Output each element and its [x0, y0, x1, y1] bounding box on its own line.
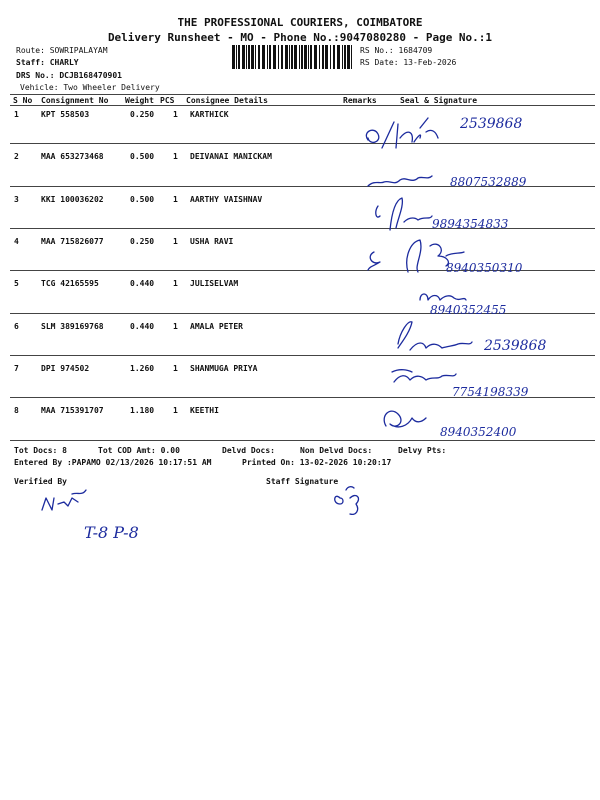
staff-signature-scribble [335, 487, 359, 515]
signature-row-4 [368, 240, 523, 275]
row-8-consignee: KEETHI [190, 406, 219, 415]
rs-number: RS No.: 1684709 [360, 46, 433, 55]
row-3-pcs: 1 [173, 195, 178, 204]
row-3-consignee: AARTHY VAISHNAV [190, 195, 263, 204]
row-6-handwritten-phone: 2539868 [484, 338, 547, 354]
total-docs: Tot Docs: 8 [14, 446, 67, 455]
row-5-pcs: 1 [173, 279, 178, 288]
row-2-sno: 2 [14, 152, 19, 161]
row-8-weight: 1.180 [130, 406, 155, 415]
row-7-pcs: 1 [173, 364, 178, 373]
row-2-consignee: DEIVANAI MANICKAM [190, 152, 272, 161]
row-6-pcs: 1 [173, 322, 178, 331]
row-1-consignment: KPT 558503 [41, 110, 90, 119]
row-7-weight: 1.260 [130, 364, 155, 373]
signature-row-2 [368, 175, 527, 189]
row-8-sno: 8 [14, 406, 19, 415]
row-3-consignment: KKI 100036202 [41, 195, 104, 204]
col-consignment: Consignment No [41, 96, 109, 105]
row-6-consignee: AMALA PETER [190, 322, 243, 331]
col-pcs: PCS [160, 96, 175, 105]
drs-label: DRS No.: DCJB168470901 [16, 71, 122, 80]
row-1-handwritten-phone: 2539868 [460, 116, 523, 132]
col-remarks: Remarks [343, 96, 377, 105]
row-4-consignee: USHA RAVI [190, 237, 234, 246]
entered-by: Entered By :PAPAMO 02/13/2026 10:17:51 AM [14, 458, 212, 467]
company-title: THE PROFESSIONAL COURIERS, COIMBATORE [177, 16, 423, 29]
verified-by-signature [42, 490, 139, 542]
staff-signature-label: Staff Signature [266, 477, 339, 486]
col-weight: Weight [125, 96, 154, 105]
row-4-sno: 4 [14, 237, 19, 246]
row-3-handwritten-phone: 9894354833 [432, 217, 509, 231]
row-3-weight: 0.500 [130, 195, 155, 204]
row-7-consignee: SHANMUGA PRIYA [190, 364, 258, 373]
row-5-handwritten-phone: 8940352455 [430, 303, 507, 317]
row-6-weight: 0.440 [130, 322, 155, 331]
row-6-consignment: SLM 389169768 [41, 322, 104, 331]
row-5-sno: 5 [14, 279, 19, 288]
row-6-sno: 6 [14, 322, 19, 331]
row-1-pcs: 1 [173, 110, 178, 119]
row-4-handwritten-phone: 8940350310 [446, 261, 523, 275]
printed-on: Printed On: 13-02-2026 10:20:17 [242, 458, 392, 467]
verified-by-label: Verified By [14, 477, 67, 486]
verifier-note: T-8 P-8 [84, 523, 139, 542]
row-5-weight: 0.440 [130, 279, 155, 288]
col-sno: S No [13, 96, 33, 105]
runsheet-subtitle: Delivery Runsheet - MO - Phone No.:9047080280 - Page No.:1 [107, 31, 493, 44]
row-4-weight: 0.250 [130, 237, 155, 246]
row-8-handwritten-phone: 8940352400 [440, 425, 517, 439]
row-8-consignment: MAA 715391707 [41, 406, 104, 415]
row-2-pcs: 1 [173, 152, 178, 161]
row-5-consignment: TCG 42165595 [41, 279, 99, 288]
staff-label: Staff: CHARLY [16, 58, 79, 67]
signature-row-6 [398, 322, 546, 354]
col-seal: Seal & Signature [400, 96, 478, 105]
row-5-consignee: JULISELVAM [190, 279, 239, 288]
signature-row-8 [384, 411, 517, 439]
signature-row-5 [420, 294, 506, 317]
row-1-sno: 1 [14, 110, 19, 119]
total-cod-amount: Tot COD Amt: 0.00 [98, 446, 180, 455]
row-2-consignment: MAA 653273468 [41, 152, 104, 161]
row-7-handwritten-phone: 7754198339 [452, 385, 529, 399]
delivered-docs: Delvd Docs: [222, 446, 275, 455]
row-7-sno: 7 [14, 364, 19, 373]
signature-row-1 [366, 116, 522, 148]
signature-row-7 [392, 370, 529, 399]
row-4-consignment: MAA 715826077 [41, 237, 104, 246]
row-1-consignee: KARTHICK [190, 110, 229, 119]
col-consignee: Consignee Details [186, 96, 268, 105]
rs-date: RS Date: 13-Feb-2026 [360, 58, 457, 67]
non-delivered-docs: Non Delvd Docs: [300, 446, 373, 455]
vehicle-label: Vehicle: Two Wheeler Delivery [20, 83, 160, 92]
row-8-pcs: 1 [173, 406, 178, 415]
row-3-sno: 3 [14, 195, 19, 204]
row-4-pcs: 1 [173, 237, 178, 246]
signature-row-3 [376, 198, 509, 231]
row-2-weight: 0.500 [130, 152, 155, 161]
delivery-points: Delvy Pts: [398, 446, 447, 455]
row-1-weight: 0.250 [130, 110, 155, 119]
row-2-handwritten-phone: 8807532889 [450, 175, 527, 189]
row-7-consignment: DPI 974502 [41, 364, 90, 373]
route-label: Route: SOWRIPALAYAM [16, 46, 108, 55]
